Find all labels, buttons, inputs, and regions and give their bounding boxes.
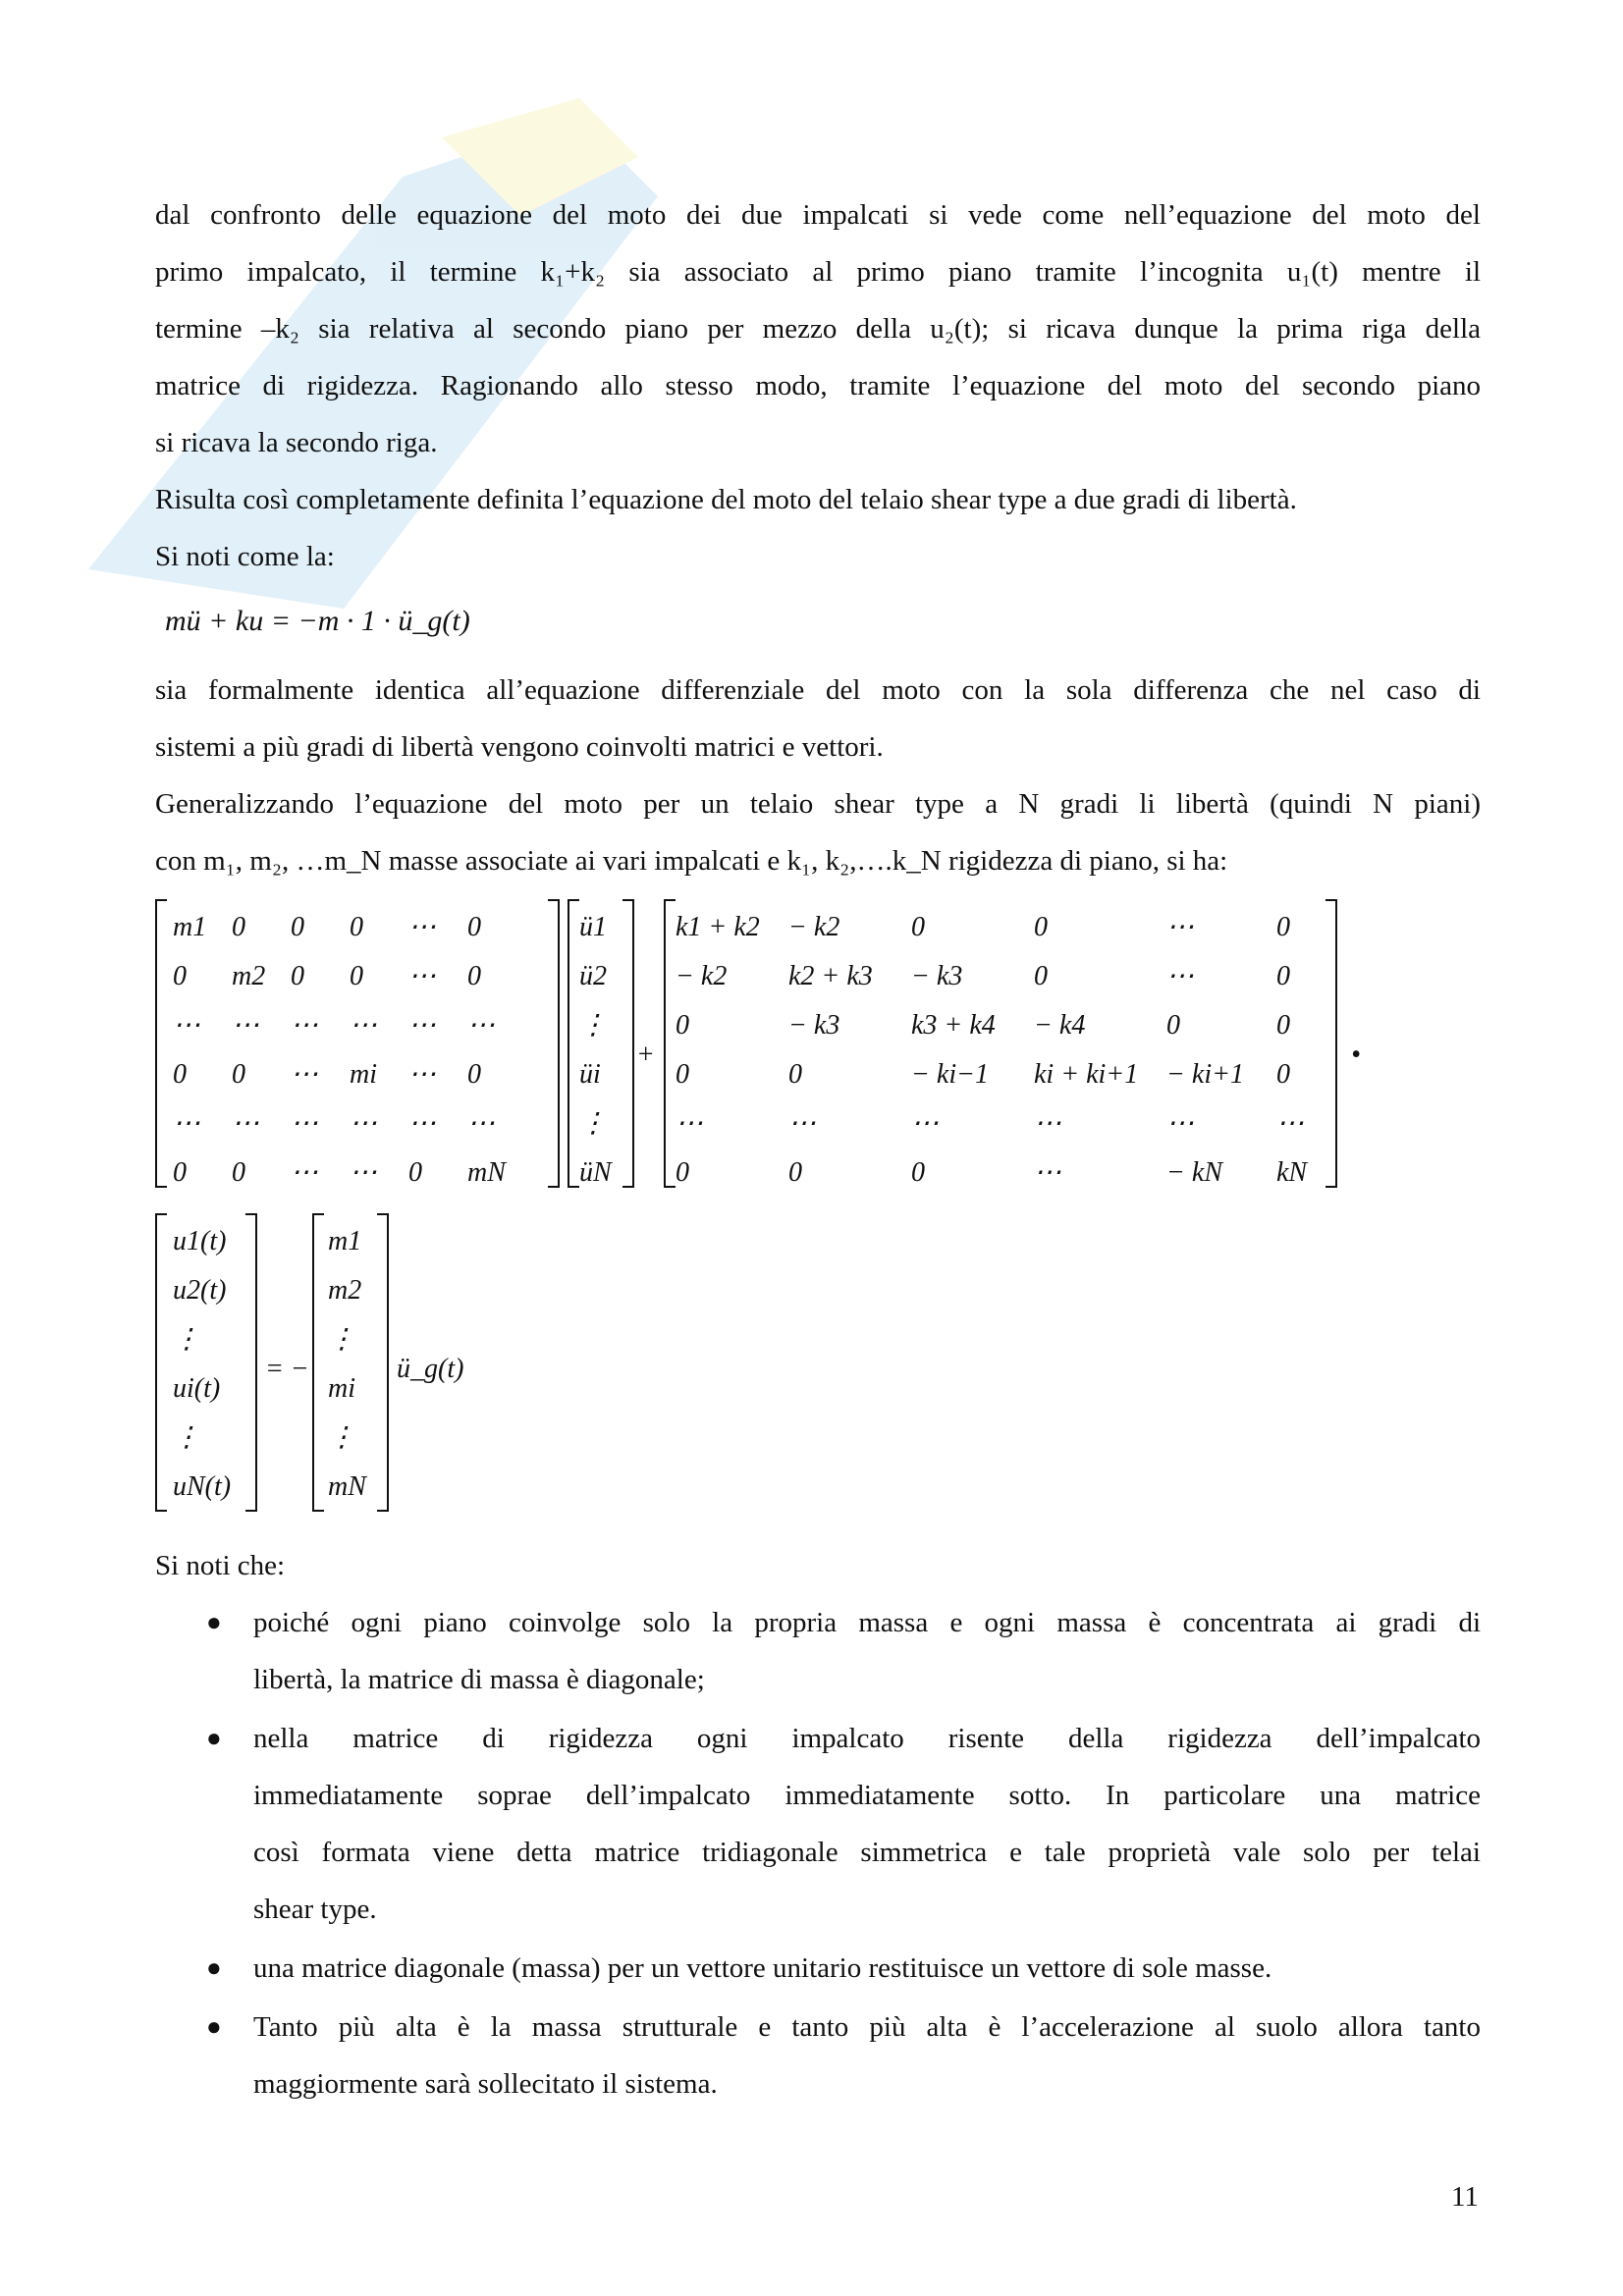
stiffness-matrix-cell: kN: [1276, 1157, 1308, 1188]
stiffness-matrix-cell: 0: [788, 1059, 802, 1090]
list-item: [155, 1594, 1481, 1708]
text-line: Generalizzando l’equazione del moto per un telaio shear type a N gradi li libertà (quindi N piani): [155, 788, 1481, 820]
disp-vector-cell: u1(t): [173, 1226, 227, 1256]
mass-matrix-cell: ⋯: [173, 1010, 200, 1041]
stiffness-matrix-cell: − kN: [1166, 1157, 1222, 1188]
accel-vector-cell: üi: [579, 1059, 601, 1090]
stiffness-matrix-cell: 0: [1276, 912, 1290, 942]
mass-vector-cell: ⋮: [328, 1422, 355, 1453]
paragraph-generalization: [155, 775, 1481, 889]
mass-matrix-right-bracket: [548, 899, 560, 1188]
mass-matrix-cell: ⋯: [232, 1010, 259, 1041]
mass-matrix-cell: ⋯: [408, 1059, 436, 1090]
page-number: 11: [1451, 2181, 1479, 2213]
stiffness-matrix-cell: k3 + k4: [911, 1010, 996, 1041]
stiffness-matrix-cell: − k2: [676, 961, 728, 991]
bullet-icon: ●: [206, 1724, 222, 1752]
mass-vector-cell: mN: [328, 1471, 366, 1502]
mass-vector-left-bracket: [312, 1213, 324, 1512]
text-line: termine –k₂ sia relativa al secondo piano per mezzo della u₂(t); si ricava dunque la prima riga della: [155, 313, 1481, 345]
mass-matrix-cell: ⋯: [291, 1059, 318, 1090]
stiffness-matrix-right-bracket: [1325, 899, 1337, 1188]
disp-vector-right-bracket: [245, 1213, 257, 1512]
mass-matrix-cell: ⋯: [408, 1010, 436, 1041]
mass-matrix-cell: ⋯: [467, 1010, 495, 1041]
text-line: si ricava la secondo riga.: [155, 427, 438, 458]
list-item: [155, 1940, 1481, 1997]
stiffness-matrix-cell: 0: [1276, 961, 1290, 991]
mass-matrix-cell: 0: [232, 1157, 245, 1188]
text-line: una matrice diagonale (massa) per un vettore unitario restituisce un vettore di sole masse.: [253, 1952, 1272, 1984]
accel-vector-cell: ⋮: [579, 1010, 607, 1041]
mass-vector-cell: m2: [328, 1275, 362, 1306]
mass-matrix-cell: ⋯: [350, 1010, 377, 1041]
text-line: nella matrice di rigidezza ogni impalcato risente della rigidezza dell’impalcato: [253, 1723, 1481, 1754]
mass-matrix-cell: ⋯: [291, 1108, 318, 1139]
page-body: [155, 187, 1481, 2114]
bullet-icon: ●: [206, 1953, 222, 1982]
disp-vector-cell: uN(t): [173, 1471, 232, 1502]
mass-matrix-cell: 0: [350, 912, 363, 942]
disp-vector-cell: ⋮: [173, 1324, 200, 1355]
mass-matrix-cell: 0: [173, 1157, 187, 1188]
text-line: maggiormente sarà sollecitato il sistema.: [253, 2068, 718, 2100]
mass-matrix-cell: 0: [467, 1059, 481, 1090]
bullet-icon: ●: [206, 1608, 222, 1636]
stiffness-matrix-cell: 0: [788, 1157, 802, 1188]
mass-matrix-cell: ⋯: [350, 1108, 377, 1139]
stiffness-matrix-cell: ⋯: [1276, 1108, 1304, 1139]
stiffness-matrix-cell: 0: [1166, 1010, 1180, 1041]
stiffness-matrix-cell: ⋯: [1034, 1157, 1061, 1188]
text-line: primo impalcato, il termine k₁+k₂ sia associato al primo piano tramite l’incognita u₁(t) mentre il: [155, 256, 1481, 288]
stiffness-matrix-cell: − ki+1: [1166, 1059, 1244, 1090]
mass-matrix-cell: ⋯: [291, 1010, 318, 1041]
mass-matrix-cell: mi: [350, 1059, 377, 1090]
mass-vector-cell: m1: [328, 1226, 362, 1256]
mass-matrix-cell: 0: [467, 912, 481, 942]
text-line: Tanto più alta è la massa strutturale e tanto più alta è l’accelerazione al suolo allora tanto: [253, 2011, 1481, 2043]
stiffness-matrix-cell: ⋯: [788, 1108, 816, 1139]
stiffness-matrix-cell: − k3: [788, 1010, 840, 1041]
text-line: libertà, la matrice di massa è diagonale;: [253, 1664, 705, 1695]
stiffness-matrix-left-bracket: [664, 899, 676, 1188]
stiffness-matrix-cell: ⋯: [911, 1108, 939, 1139]
stiffness-matrix-cell: ⋯: [1166, 1108, 1194, 1139]
mass-matrix-cell: ⋯: [408, 912, 436, 942]
plus-sign: +: [636, 1040, 655, 1070]
mass-vector-cell: mi: [328, 1373, 355, 1404]
mass-matrix-cell: ⋯: [408, 961, 436, 991]
product-dot: •: [1351, 1040, 1361, 1070]
text-line: shear type.: [253, 1894, 377, 1925]
mass-matrix-cell: ⋯: [350, 1157, 377, 1188]
text-line: con m₁, m₂, …m_N masse associate ai vari impalcati e k₁, k₂,….k_N rigidezza di piano, si ha:: [155, 845, 1228, 877]
text-line: così formata viene detta matrice tridiagonale simmetrica e tale proprietà vale solo per telai: [253, 1837, 1481, 1868]
accel-vector-cell: ⋮: [579, 1108, 607, 1139]
stiffness-matrix-cell: k1 + k2: [676, 912, 760, 942]
stiffness-matrix-cell: ⋯: [1034, 1108, 1061, 1139]
mass-matrix-cell: ⋯: [408, 1108, 436, 1139]
list-item: [155, 1999, 1481, 2112]
text-line: sistemi a più gradi di libertà vengono coinvolti matrici e vettori.: [155, 731, 884, 763]
stiffness-matrix-cell: − k3: [911, 961, 963, 991]
matrix-equation: [155, 899, 1481, 1194]
mass-matrix-cell: 0: [173, 1059, 187, 1090]
text-line: dal confronto delle equazione del moto dei due impalcati si vede come nell’equazione del moto del: [155, 199, 1481, 231]
paragraph-definition: Risulta così completamente definita l’equazione del moto del telaio shear type a due gradi di libertà.: [155, 484, 1297, 515]
mass-matrix-left-bracket: [155, 899, 167, 1188]
text-line: immediatamente soprae dell’impalcato immediatamente sotto. In particolare una matrice: [253, 1780, 1481, 1811]
vector-equation: [155, 1213, 1481, 1537]
mass-matrix-cell: m1: [173, 912, 207, 942]
mass-matrix-cell: ⋯: [173, 1108, 200, 1139]
equals-sign: = −: [265, 1354, 309, 1384]
mass-matrix-cell: ⋯: [467, 1108, 495, 1139]
stiffness-matrix-cell: ⋯: [676, 1108, 703, 1139]
mass-matrix-cell: m2: [232, 961, 266, 991]
notes-list: [155, 1594, 1481, 2112]
mass-matrix-cell: 0: [291, 961, 304, 991]
stiffness-matrix-cell: ⋯: [1166, 912, 1194, 942]
disp-vector-left-bracket: [155, 1213, 167, 1512]
stiffness-matrix-cell: 0: [1034, 961, 1048, 991]
accel-vector-left-bracket: [568, 899, 579, 1188]
ground-acceleration: ü_g(t): [397, 1354, 464, 1384]
equation-motion: mü + ku = −m · 1 · ü_g(t): [165, 605, 470, 637]
mass-matrix-cell: ⋯: [291, 1157, 318, 1188]
mass-matrix-cell: 0: [232, 912, 245, 942]
text-line: sia formalmente identica all’equazione differenziale del moto con la sola differenza che nel caso di: [155, 674, 1481, 706]
list-item: [155, 1710, 1481, 1938]
mass-matrix-cell: 0: [350, 961, 363, 991]
disp-vector-cell: ui(t): [173, 1373, 221, 1404]
text-line: matrice di rigidezza. Ragionando allo stesso modo, tramite l’equazione del moto del secondo piano: [155, 370, 1481, 401]
stiffness-matrix-cell: 0: [911, 912, 925, 942]
paragraph-intro: [155, 187, 1481, 471]
mass-matrix-cell: 0: [173, 961, 187, 991]
mass-vector-cell: ⋮: [328, 1324, 355, 1355]
bullet-icon: ●: [206, 2012, 222, 2041]
paragraph-note: Si noti come la:: [155, 541, 335, 572]
mass-matrix-cell: 0: [408, 1157, 422, 1188]
paragraph-identity: [155, 662, 1481, 775]
stiffness-matrix-cell: 0: [1276, 1059, 1290, 1090]
mass-matrix-cell: 0: [232, 1059, 245, 1090]
stiffness-matrix-cell: ⋯: [1166, 961, 1194, 991]
disp-vector-cell: ⋮: [173, 1422, 200, 1453]
mass-matrix-cell: 0: [291, 912, 304, 942]
disp-vector-cell: u2(t): [173, 1275, 227, 1306]
stiffness-matrix-cell: − ki−1: [911, 1059, 989, 1090]
accel-vector-right-bracket: [622, 899, 634, 1188]
stiffness-matrix-cell: 0: [911, 1157, 925, 1188]
accel-vector-cell: ü1: [579, 912, 607, 942]
accel-vector-cell: ü2: [579, 961, 607, 991]
stiffness-matrix-cell: − k4: [1034, 1010, 1086, 1041]
text-line: poiché ogni piano coinvolge solo la propria massa e ogni massa è concentrata ai gradi di: [253, 1607, 1481, 1638]
mass-matrix-cell: ⋯: [232, 1108, 259, 1139]
mass-matrix-cell: mN: [467, 1157, 506, 1188]
stiffness-matrix-cell: ki + ki+1: [1034, 1059, 1139, 1090]
stiffness-matrix-cell: 0: [1034, 912, 1048, 942]
stiffness-matrix-cell: k2 + k3: [788, 961, 873, 991]
paragraph-notes-intro: Si noti che:: [155, 1550, 286, 1581]
mass-matrix-cell: 0: [467, 961, 481, 991]
mass-vector-right-bracket: [377, 1213, 389, 1512]
stiffness-matrix-cell: 0: [1276, 1010, 1290, 1041]
stiffness-matrix-cell: − k2: [788, 912, 840, 942]
accel-vector-cell: üN: [579, 1157, 612, 1188]
stiffness-matrix-cell: 0: [676, 1157, 689, 1188]
stiffness-matrix-cell: 0: [676, 1010, 689, 1041]
stiffness-matrix-cell: 0: [676, 1059, 689, 1090]
